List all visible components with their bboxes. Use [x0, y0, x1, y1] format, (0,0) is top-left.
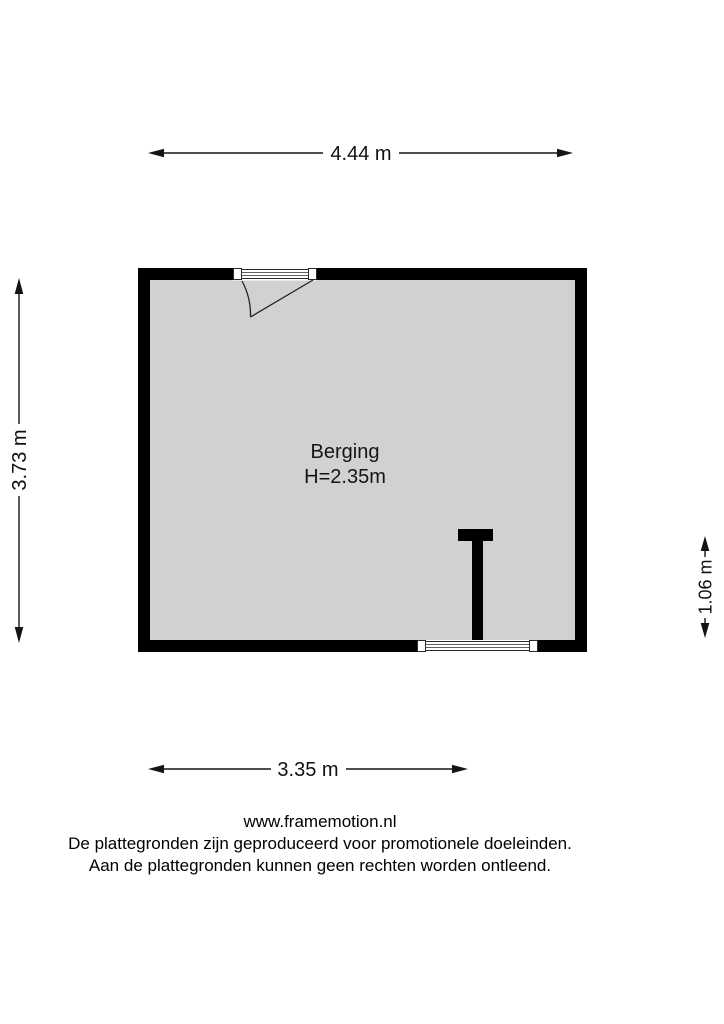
room-berging — [138, 268, 587, 652]
footer-disclaimer-line1: De plattegronden zijn geproduceerd voor promotionele doeleinden. — [68, 834, 572, 853]
window-post-right — [530, 641, 538, 652]
arrowhead-up-icon — [15, 278, 24, 294]
dimension-left-label: 3.73 m — [9, 429, 31, 491]
window-glass — [426, 642, 530, 651]
dimension-bottom-label: 3.35 m — [277, 759, 339, 781]
arrowhead-left-icon — [148, 149, 164, 158]
door-threshold — [242, 270, 309, 279]
dimension-right — [696, 536, 716, 638]
room-ceiling-height-label: H=2.35m — [304, 466, 386, 488]
window — [417, 640, 538, 652]
arrowhead-up-icon — [701, 536, 710, 551]
footer-website: www.framemotion.nl — [243, 812, 397, 831]
arrowhead-right-icon — [557, 149, 573, 158]
arrowhead-down-icon — [15, 627, 24, 643]
door-post-left — [234, 269, 242, 280]
dimension-top-label: 4.44 m — [330, 143, 392, 165]
interior-wall-cap — [458, 529, 493, 541]
arrowhead-left-icon — [148, 765, 164, 774]
arrowhead-right-icon — [452, 765, 468, 774]
interior-wall-stem — [472, 540, 483, 641]
arrowhead-down-icon — [701, 623, 710, 638]
dimension-bottom — [148, 759, 468, 781]
dimension-left — [9, 278, 31, 643]
dimension-top — [148, 143, 573, 165]
dimension-right-label: 1.06 m — [695, 559, 716, 615]
room-name-label: Berging — [310, 441, 380, 463]
footer-disclaimer-line2: Aan de plattegronden kunnen geen rechten worden ontleend. — [88, 856, 552, 875]
footer — [0, 811, 640, 877]
door-post-right — [309, 269, 317, 280]
window-post-left — [418, 641, 426, 652]
